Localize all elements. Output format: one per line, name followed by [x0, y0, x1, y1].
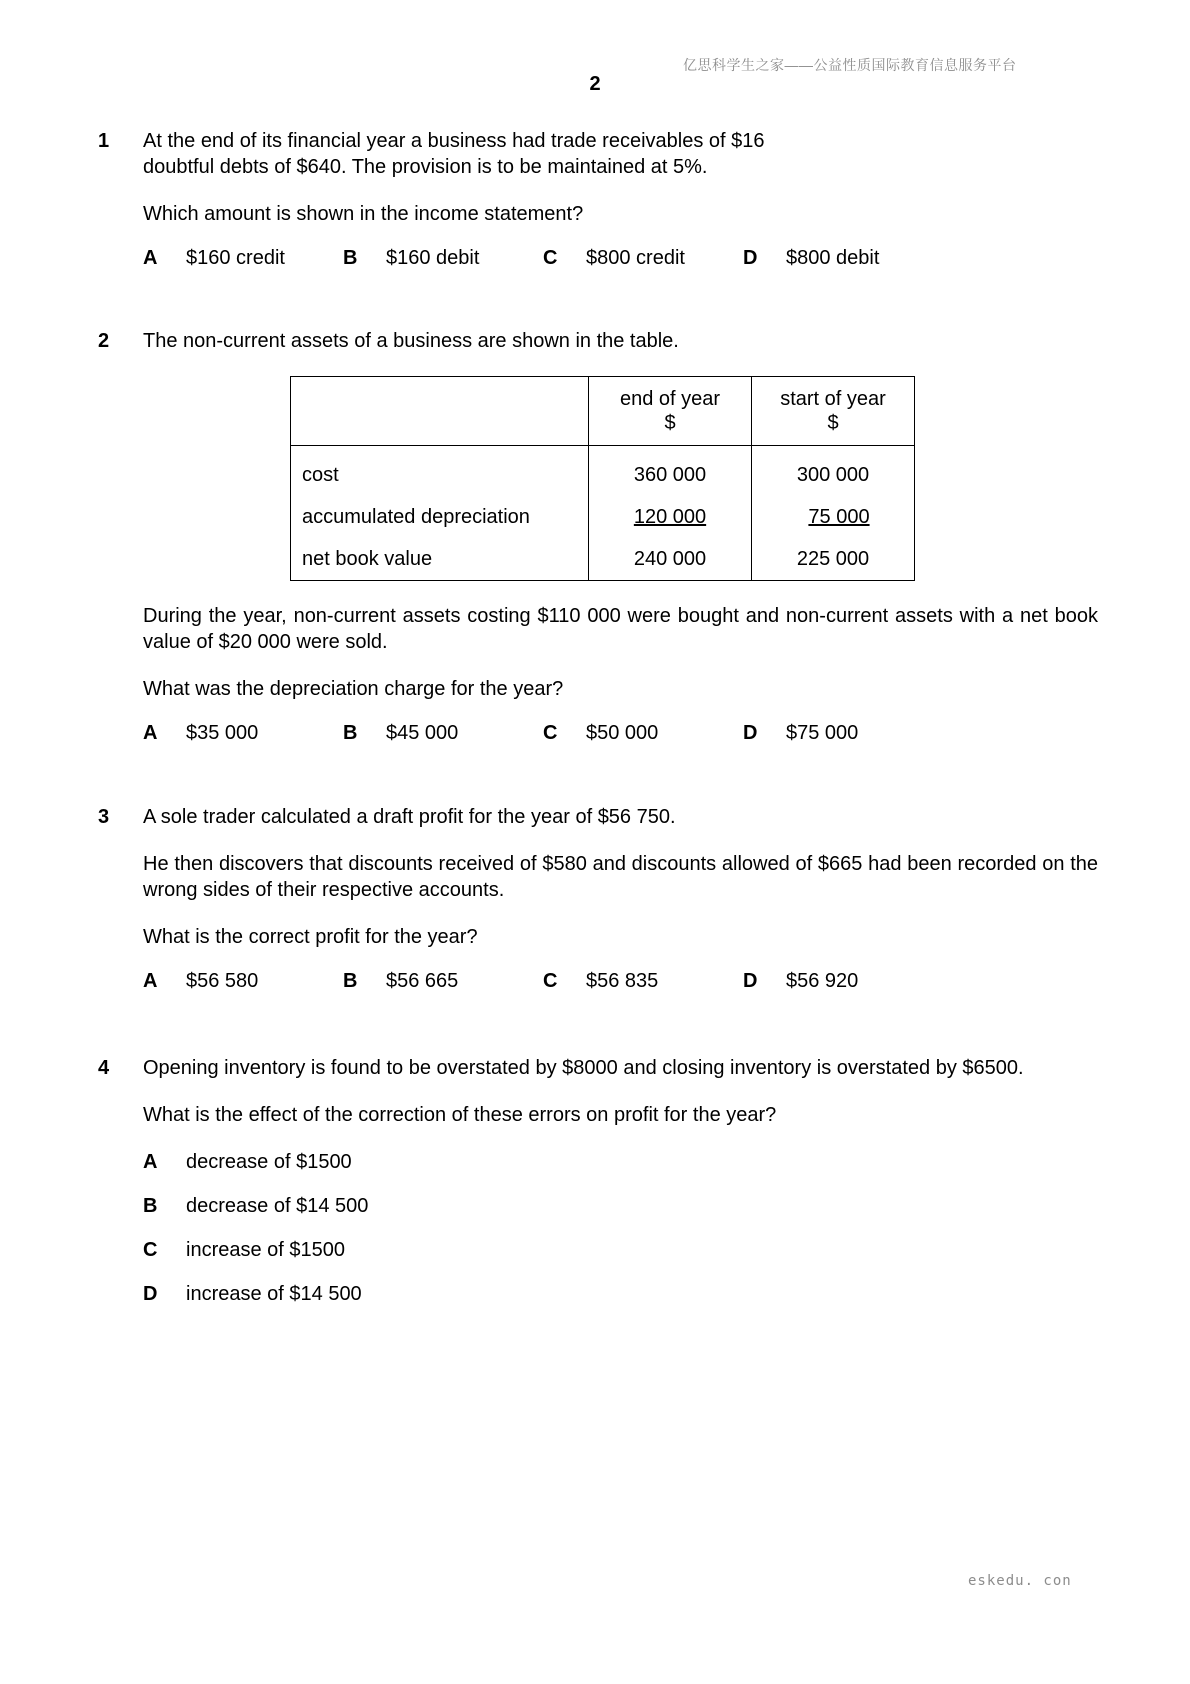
option-a[interactable]: [143, 245, 285, 271]
underlined-value: 120 000: [633, 506, 707, 528]
option-a[interactable]: [143, 1149, 1098, 1175]
option-letter: B: [343, 247, 358, 269]
question-stem: Opening inventory is found to be overstated by $8000 and closing inventory is overstated by $6500.: [143, 1057, 1024, 1079]
cell-end-of-year: 360 000: [589, 446, 752, 497]
table-row: [291, 538, 915, 581]
option-text: decrease of $1500: [186, 1151, 352, 1173]
option-letter: B: [143, 1195, 158, 1217]
cell-start-of-year: [752, 496, 915, 538]
option-letter: D: [743, 722, 758, 744]
cell-start-of-year: 225 000: [752, 538, 915, 581]
cell-end-of-year: 240 000: [589, 538, 752, 581]
question-prompt: What is the effect of the correction of these errors on profit for the year?: [143, 1104, 777, 1126]
row-label: cost: [291, 446, 589, 497]
option-d[interactable]: [143, 1281, 1098, 1307]
column-header-label: start of year: [780, 388, 886, 410]
option-letter: C: [543, 722, 558, 744]
option-letter: A: [143, 722, 158, 744]
question-number: 4: [98, 1057, 110, 1079]
options-row: [143, 968, 1098, 994]
option-text: $56 665: [386, 970, 459, 992]
option-b[interactable]: [143, 1193, 1098, 1219]
option-b[interactable]: [343, 245, 479, 271]
option-text: $56 920: [786, 970, 859, 992]
question-2-continued: [98, 603, 1098, 746]
option-a[interactable]: [143, 720, 258, 746]
question-number: 3: [98, 806, 110, 828]
footer-site: eskedu. con: [968, 1573, 1072, 1589]
option-letter: A: [143, 1151, 158, 1173]
question-number: 1: [98, 130, 110, 152]
options-row: [143, 720, 1098, 746]
options-row: [143, 245, 1098, 271]
underlined-value: 75 000: [808, 506, 870, 528]
option-text: $45 000: [386, 722, 459, 744]
option-c[interactable]: [543, 968, 658, 994]
option-letter: A: [143, 970, 158, 992]
question-intro: The non-current assets of a business are shown in the table.: [143, 330, 679, 352]
option-d[interactable]: [743, 720, 858, 746]
option-text: $800 debit: [786, 247, 880, 269]
option-c[interactable]: [543, 245, 685, 271]
row-label: net book value: [291, 538, 589, 581]
option-text: $160 credit: [186, 247, 285, 269]
question-prompt: What was the depreciation charge for the year?: [143, 678, 564, 700]
page-number: 2: [589, 73, 601, 95]
cell-end-of-year: [589, 496, 752, 538]
question-1: [98, 128, 1098, 271]
watermark-text: 亿思科学生之家——公益性质国际教育信息服务平台: [683, 57, 1017, 73]
question-stem-line: At the end of its financial year a business had trade receivables of $16: [143, 130, 765, 152]
option-text: decrease of $14 500: [186, 1195, 369, 1217]
option-text: increase of $14 500: [186, 1283, 362, 1305]
option-d[interactable]: [743, 245, 879, 271]
column-header-unit: $: [664, 412, 676, 434]
question-2: [98, 328, 1098, 354]
column-header-label: end of year: [619, 388, 721, 410]
option-text: $75 000: [786, 722, 859, 744]
option-letter: B: [343, 970, 358, 992]
question-prompt: Which amount is shown in the income statement?: [143, 203, 584, 225]
cell-start-of-year: 300 000: [752, 446, 915, 497]
column-header-start-of-year: [752, 377, 915, 446]
option-text: increase of $1500: [186, 1239, 346, 1261]
option-text: $160 debit: [386, 247, 480, 269]
option-text: $56 835: [586, 970, 659, 992]
option-text: $56 580: [186, 970, 259, 992]
question-number: 2: [98, 330, 110, 352]
option-text: $50 000: [586, 722, 659, 744]
option-letter: D: [743, 970, 758, 992]
row-label: accumulated depreciation: [291, 496, 589, 538]
question-intro: A sole trader calculated a draft profit for the year of $56 750.: [143, 806, 676, 828]
option-c[interactable]: [143, 1237, 1098, 1263]
question-stem: He then discovers that discounts received of $580 and discounts allowed of $665 had been recorded on the wrong sides of their respective accounts.: [143, 853, 1098, 901]
column-header-unit: $: [827, 412, 839, 434]
option-letter: C: [543, 970, 558, 992]
question-4: [98, 1055, 1098, 1325]
table-row: [291, 446, 915, 497]
option-letter: C: [143, 1239, 158, 1261]
option-text: $800 credit: [586, 247, 685, 269]
option-a[interactable]: [143, 968, 258, 994]
table-header-row: [291, 377, 915, 446]
assets-table: [290, 376, 915, 581]
question-3: [98, 804, 1098, 994]
option-b[interactable]: [343, 720, 458, 746]
option-letter: D: [143, 1283, 158, 1305]
question-stem: During the year, non-current assets costing $110 000 were bought and non-current assets with a net book value of $20 000 were sold.: [143, 605, 1098, 653]
option-letter: C: [543, 247, 558, 269]
table-corner-cell: [291, 377, 589, 446]
question-stem-line: doubtful debts of $640. The provision is to be maintained at 5%.: [143, 156, 708, 178]
option-c[interactable]: [543, 720, 658, 746]
option-letter: D: [743, 247, 758, 269]
option-b[interactable]: [343, 968, 458, 994]
option-letter: A: [143, 247, 158, 269]
question-prompt: What is the correct profit for the year?: [143, 926, 478, 948]
option-letter: B: [343, 722, 358, 744]
table-row: [291, 496, 915, 538]
column-header-end-of-year: [589, 377, 752, 446]
option-text: $35 000: [186, 722, 259, 744]
option-d[interactable]: [743, 968, 858, 994]
